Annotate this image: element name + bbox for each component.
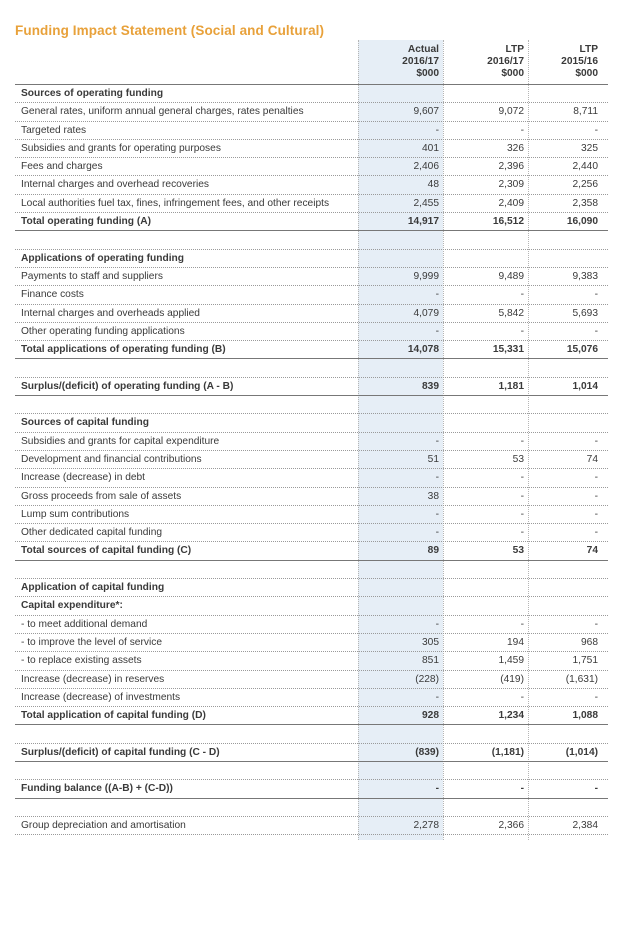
column-header-line: $000 bbox=[501, 68, 524, 79]
ltp-2015-16-value bbox=[528, 799, 608, 816]
column-header-line: LTP bbox=[579, 44, 598, 55]
ltp-2015-16-value bbox=[528, 597, 608, 614]
ltp-2016-17-value bbox=[443, 762, 528, 779]
ltp-2015-16-value bbox=[528, 396, 608, 413]
ltp-2015-16-value: - bbox=[594, 325, 598, 337]
ltp-2015-16-value bbox=[528, 231, 608, 248]
table-header-row bbox=[15, 40, 608, 85]
row-label: Total operating funding (A) bbox=[21, 216, 151, 228]
actual-2016-17-value: 2,278 bbox=[413, 819, 439, 831]
row-label: Increase (decrease) in reserves bbox=[21, 673, 165, 685]
ltp-2015-16-value: 16,090 bbox=[566, 216, 598, 228]
ltp-2016-17-value: 9,072 bbox=[498, 106, 524, 118]
ltp-2015-16-value: 15,076 bbox=[566, 344, 598, 356]
row-label: Capital expenditure*: bbox=[21, 600, 123, 612]
ltp-2015-16-value: 2,358 bbox=[572, 197, 598, 209]
table-spacer-row bbox=[15, 396, 608, 414]
table-total-row bbox=[15, 542, 608, 560]
actual-2016-17-value: - bbox=[435, 325, 439, 337]
ltp-2016-17-value bbox=[443, 359, 528, 376]
ltp-2016-17-value bbox=[443, 85, 528, 102]
ltp-2016-17-value: - bbox=[520, 289, 524, 301]
ltp-2015-16-value: 74 bbox=[586, 453, 598, 465]
ltp-2015-16-value: 74 bbox=[586, 545, 598, 557]
actual-2016-17-value: - bbox=[435, 618, 439, 630]
actual-2016-17-value: - bbox=[435, 472, 439, 484]
ltp-2016-17-value bbox=[443, 250, 528, 267]
table-total-row bbox=[15, 780, 608, 798]
ltp-2016-17-value: 326 bbox=[507, 142, 524, 154]
ltp-2016-17-value bbox=[443, 799, 528, 816]
ltp-2015-16-value bbox=[528, 725, 608, 742]
table-row bbox=[15, 451, 608, 469]
table-total-row bbox=[15, 744, 608, 762]
table-total-row bbox=[15, 213, 608, 231]
ltp-2015-16-value bbox=[528, 579, 608, 596]
actual-2016-17-value: 9,607 bbox=[413, 106, 439, 118]
row-label: Other dedicated capital funding bbox=[21, 527, 163, 539]
table-row bbox=[15, 268, 608, 286]
table-row bbox=[15, 323, 608, 341]
table-row bbox=[15, 634, 608, 652]
actual-2016-17-value bbox=[358, 799, 443, 816]
row-label: Finance costs bbox=[21, 289, 84, 301]
actual-2016-17-value: 38 bbox=[427, 490, 439, 502]
column-header-line: 2015/16 bbox=[561, 56, 598, 67]
ltp-2015-16-value: (1,014) bbox=[565, 746, 598, 758]
table-section-header bbox=[15, 85, 608, 103]
ltp-2016-17-value: 2,366 bbox=[498, 819, 524, 831]
ltp-2015-16-value: - bbox=[594, 691, 598, 703]
ltp-2016-17-value: 53 bbox=[512, 545, 524, 557]
ltp-2016-17-value: 53 bbox=[512, 453, 524, 465]
ltp-2016-17-value: - bbox=[520, 618, 524, 630]
row-label: Development and financial contributions bbox=[21, 453, 202, 465]
ltp-2015-16-value: - bbox=[594, 618, 598, 630]
actual-2016-17-value bbox=[358, 396, 443, 413]
ltp-2015-16-value bbox=[528, 561, 608, 578]
ltp-2016-17-value: 1,234 bbox=[498, 710, 524, 722]
row-label: Total applications of operating funding (B) bbox=[21, 344, 226, 356]
actual-2016-17-value: (839) bbox=[415, 746, 439, 758]
ltp-2016-17-value: - bbox=[520, 527, 524, 539]
table-spacer-row bbox=[15, 799, 608, 817]
ltp-2016-17-value: 15,331 bbox=[492, 344, 524, 356]
ltp-2015-16-value bbox=[528, 762, 608, 779]
column-header-actual-2016-17 bbox=[358, 40, 443, 84]
ltp-2016-17-value: 16,512 bbox=[492, 216, 524, 228]
table-row bbox=[15, 652, 608, 670]
table-total-row bbox=[15, 707, 608, 725]
ltp-2016-17-value bbox=[443, 396, 528, 413]
ltp-2015-16-value: 2,384 bbox=[572, 819, 598, 831]
ltp-2016-17-value: 1,181 bbox=[498, 380, 524, 392]
actual-2016-17-value bbox=[358, 231, 443, 248]
ltp-2016-17-value: 1,459 bbox=[498, 655, 524, 667]
actual-2016-17-value: 9,999 bbox=[413, 270, 439, 282]
table-row bbox=[15, 286, 608, 304]
actual-2016-17-value: - bbox=[435, 527, 439, 539]
row-label: General rates, uniform annual general charges, rates penalties bbox=[21, 106, 304, 118]
table-row bbox=[15, 103, 608, 121]
ltp-2016-17-value: (419) bbox=[500, 673, 524, 685]
row-label: Other operating funding applications bbox=[21, 325, 185, 337]
actual-2016-17-value bbox=[358, 250, 443, 267]
row-label: Payments to staff and suppliers bbox=[21, 270, 163, 282]
actual-2016-17-value bbox=[358, 762, 443, 779]
ltp-2015-16-value: - bbox=[594, 472, 598, 484]
actual-2016-17-value: 2,455 bbox=[413, 197, 439, 209]
ltp-2016-17-value: - bbox=[520, 124, 524, 136]
ltp-2016-17-value bbox=[443, 561, 528, 578]
ltp-2016-17-value bbox=[443, 414, 528, 431]
row-label: Targeted rates bbox=[21, 124, 87, 136]
table-spacer-row bbox=[15, 725, 608, 743]
ltp-2015-16-value: - bbox=[594, 124, 598, 136]
ltp-2015-16-value: 5,693 bbox=[572, 307, 598, 319]
ltp-2015-16-value bbox=[528, 250, 608, 267]
row-label: Internal charges and overheads applied bbox=[21, 307, 200, 319]
ltp-2015-16-value: 8,711 bbox=[573, 106, 598, 118]
column-header-ltp-2016-17 bbox=[443, 40, 528, 84]
statement-title: Funding Impact Statement (Social and Cultural) bbox=[15, 23, 325, 38]
ltp-2016-17-value bbox=[443, 231, 528, 248]
actual-2016-17-value bbox=[358, 597, 443, 614]
ltp-2015-16-value: - bbox=[594, 435, 598, 447]
actual-2016-17-value bbox=[358, 414, 443, 431]
ltp-2016-17-value: 2,409 bbox=[498, 197, 524, 209]
table-row bbox=[15, 158, 608, 176]
table-row bbox=[15, 817, 608, 835]
table-spacer-row bbox=[15, 359, 608, 377]
ltp-2015-16-value: - bbox=[594, 490, 598, 502]
ltp-2016-17-value: 2,396 bbox=[498, 161, 524, 173]
column-header-ltp-2015-16 bbox=[528, 40, 608, 84]
row-label: Sources of operating funding bbox=[21, 88, 164, 99]
actual-2016-17-value: 839 bbox=[422, 380, 439, 392]
header-blank bbox=[15, 40, 358, 84]
actual-2016-17-value: - bbox=[435, 289, 439, 301]
ltp-2015-16-value: 2,440 bbox=[572, 161, 598, 173]
ltp-2016-17-value: 5,842 bbox=[498, 307, 524, 319]
row-label: Group depreciation and amortisation bbox=[21, 819, 186, 831]
column-header-line: Actual bbox=[407, 44, 439, 55]
table-row bbox=[15, 524, 608, 542]
ltp-2015-16-value: 9,383 bbox=[572, 270, 598, 282]
actual-2016-17-value bbox=[358, 725, 443, 742]
actual-2016-17-value: 401 bbox=[422, 142, 439, 154]
actual-2016-17-value bbox=[358, 85, 443, 102]
row-label bbox=[15, 725, 358, 742]
table-spacer-row bbox=[15, 762, 608, 780]
ltp-2015-16-value bbox=[528, 85, 608, 102]
column-header-line: $000 bbox=[416, 68, 439, 79]
table-total-row bbox=[15, 378, 608, 396]
actual-2016-17-value: 851 bbox=[422, 655, 439, 667]
row-label: Surplus/(deficit) of operating funding (A - B) bbox=[21, 380, 234, 392]
ltp-2015-16-value: 2,256 bbox=[572, 179, 598, 191]
actual-2016-17-value: 89 bbox=[427, 545, 439, 557]
table-row bbox=[15, 616, 608, 634]
row-label bbox=[15, 561, 358, 578]
actual-2016-17-value: 2,406 bbox=[413, 161, 439, 173]
ltp-2015-16-value: - bbox=[594, 289, 598, 301]
table-row bbox=[15, 305, 608, 323]
ltp-2016-17-value: - bbox=[520, 783, 524, 795]
table-row bbox=[15, 195, 608, 213]
actual-2016-17-value bbox=[358, 359, 443, 376]
table-row bbox=[15, 689, 608, 707]
row-label: Fees and charges bbox=[21, 161, 103, 173]
actual-2016-17-value: 48 bbox=[427, 179, 439, 191]
ltp-2015-16-value: 968 bbox=[581, 636, 598, 648]
actual-2016-17-value bbox=[358, 579, 443, 596]
ltp-2015-16-value: - bbox=[594, 527, 598, 539]
table-section-header bbox=[15, 250, 608, 268]
table-section-header bbox=[15, 579, 608, 597]
column-header-line: LTP bbox=[505, 44, 524, 55]
ltp-2015-16-value bbox=[528, 359, 608, 376]
ltp-2016-17-value: - bbox=[520, 490, 524, 502]
actual-2016-17-value: - bbox=[435, 124, 439, 136]
actual-2016-17-value: 14,917 bbox=[407, 216, 439, 228]
ltp-2015-16-value: (1,631) bbox=[565, 673, 598, 685]
ltp-2016-17-value bbox=[443, 597, 528, 614]
row-label: Total application of capital funding (D) bbox=[21, 710, 206, 722]
ltp-2016-17-value: - bbox=[520, 435, 524, 447]
ltp-2016-17-value: 9,489 bbox=[498, 270, 524, 282]
table-section-header bbox=[15, 597, 608, 615]
column-header-line: 2016/17 bbox=[402, 56, 439, 67]
ltp-2015-16-value: 1,088 bbox=[572, 710, 598, 722]
ltp-2015-16-value: 1,751 bbox=[572, 655, 598, 667]
table-row bbox=[15, 488, 608, 506]
ltp-2015-16-value bbox=[528, 414, 608, 431]
row-label: - to meet additional demand bbox=[21, 618, 148, 630]
row-label: Surplus/(deficit) of capital funding (C - D) bbox=[21, 746, 220, 758]
row-label bbox=[15, 762, 358, 779]
actual-2016-17-value: 4,079 bbox=[413, 307, 439, 319]
ltp-2015-16-value: - bbox=[594, 508, 598, 520]
ltp-2016-17-value: 2,309 bbox=[498, 179, 524, 191]
table-body bbox=[15, 85, 608, 835]
ltp-2015-16-value: - bbox=[594, 783, 598, 795]
row-label: Funding balance ((A-B) + (C-D)) bbox=[21, 783, 173, 795]
row-label: Increase (decrease) in debt bbox=[21, 472, 146, 484]
table-row bbox=[15, 506, 608, 524]
actual-2016-17-value: (228) bbox=[415, 673, 439, 685]
row-label: Application of capital funding bbox=[21, 582, 165, 594]
table-spacer-row bbox=[15, 231, 608, 249]
ltp-2016-17-value bbox=[443, 579, 528, 596]
ltp-2016-17-value: 194 bbox=[507, 636, 524, 648]
actual-2016-17-value: - bbox=[435, 435, 439, 447]
row-label: Local authorities fuel tax, fines, infringement fees, and other receipts bbox=[21, 197, 330, 209]
ltp-2016-17-value bbox=[443, 725, 528, 742]
row-label: Increase (decrease) of investments bbox=[21, 691, 181, 703]
row-label: Internal charges and overhead recoveries bbox=[21, 179, 210, 191]
table-row bbox=[15, 140, 608, 158]
actual-2016-17-value bbox=[358, 561, 443, 578]
funding-impact-table bbox=[15, 40, 608, 835]
row-label: Subsidies and grants for capital expenditure bbox=[21, 435, 220, 447]
row-label: - to improve the level of service bbox=[21, 636, 162, 648]
ltp-2016-17-value: (1,181) bbox=[491, 746, 524, 758]
row-label: Sources of capital funding bbox=[21, 417, 149, 429]
row-label: Lump sum contributions bbox=[21, 508, 130, 520]
row-label: Applications of operating funding bbox=[21, 252, 184, 264]
row-label: Gross proceeds from sale of assets bbox=[21, 490, 182, 502]
table-row bbox=[15, 671, 608, 689]
ltp-2016-17-value: - bbox=[520, 691, 524, 703]
actual-2016-17-value: 51 bbox=[427, 453, 439, 465]
actual-2016-17-value: - bbox=[435, 783, 439, 795]
actual-2016-17-value: - bbox=[435, 508, 439, 520]
ltp-2016-17-value: - bbox=[520, 325, 524, 337]
table-row bbox=[15, 122, 608, 140]
actual-2016-17-value: 305 bbox=[422, 636, 439, 648]
actual-2016-17-value: - bbox=[435, 691, 439, 703]
row-label bbox=[15, 231, 358, 248]
table-total-row bbox=[15, 341, 608, 359]
row-label bbox=[15, 396, 358, 413]
table-section-header bbox=[15, 414, 608, 432]
table-row bbox=[15, 176, 608, 194]
actual-2016-17-value: 14,078 bbox=[407, 344, 439, 356]
row-label: Subsidies and grants for operating purposes bbox=[21, 142, 221, 154]
ltp-2016-17-value: - bbox=[520, 472, 524, 484]
column-header-line: 2016/17 bbox=[487, 56, 524, 67]
actual-2016-17-value: 928 bbox=[422, 710, 439, 722]
table-row bbox=[15, 469, 608, 487]
ltp-2015-16-value: 325 bbox=[581, 142, 598, 154]
ltp-2015-16-value: 1,014 bbox=[572, 380, 598, 392]
column-header-line: $000 bbox=[575, 68, 598, 79]
row-label: Total sources of capital funding (C) bbox=[21, 545, 192, 557]
row-label bbox=[15, 799, 358, 816]
row-label: - to replace existing assets bbox=[21, 655, 142, 667]
table-spacer-row bbox=[15, 561, 608, 579]
row-label bbox=[15, 359, 358, 376]
ltp-2016-17-value: - bbox=[520, 508, 524, 520]
table-row bbox=[15, 433, 608, 451]
